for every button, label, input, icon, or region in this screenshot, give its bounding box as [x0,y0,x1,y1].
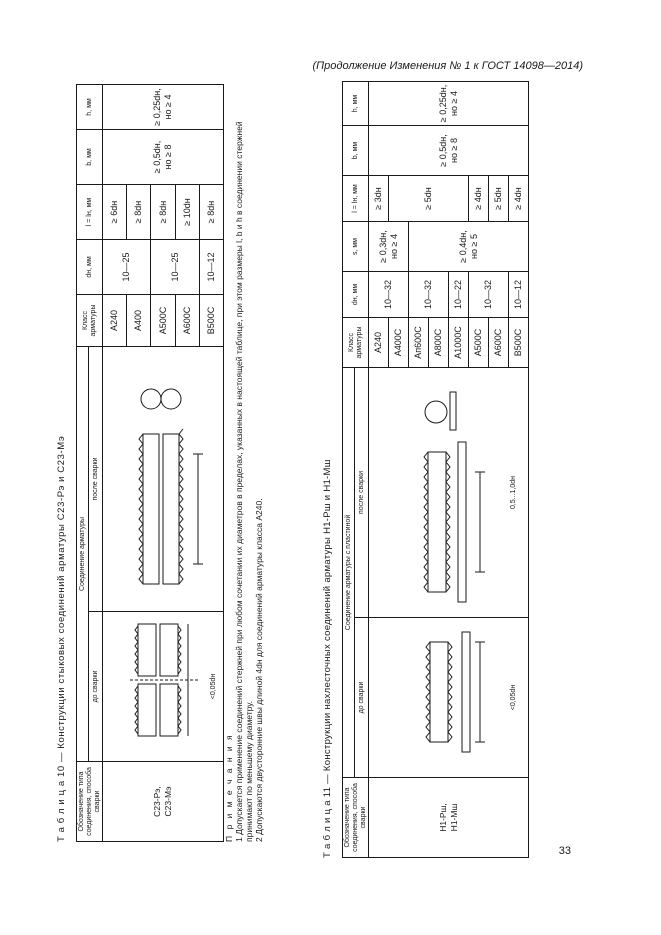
t11-row2-class: Ап600С [409,318,429,368]
t11-head-l: l = lн, мм [343,176,369,222]
t11-s-value-1: ≥ 0,3dн, но ≥ 4 [369,222,409,272]
t10-drawing-after [103,347,224,612]
page-header: (Продолжение Изменения № 1 к ГОСТ 14098—2014) [312,60,583,72]
t11-dn-c: 10—32 [469,272,509,318]
t11-b-value: ≥ 0,5dн, но ≥ 8 [369,126,529,176]
t10-h-value: ≥ 0,25dн, но ≥ 4 [103,85,224,130]
t11-head-designation: Обозначение типа соединения, способа сварки [343,778,369,858]
note-2: 2 Допускаются двусторонние швы длиной 4dн для соединений арматуры класса А240. [254,498,264,842]
t10-head-before: до сварки [89,612,103,762]
t11-row7-l: ≥ 4dн [509,176,529,222]
table10-notes [224,85,264,842]
t11-drawing-after [369,368,529,618]
table10-block [56,85,271,842]
page-number: 33 [558,845,571,857]
table10 [76,84,224,842]
t10-before-label: <0,05dн [209,673,217,700]
t10-drawing-before [103,612,224,762]
t10-after-diagram [103,354,223,604]
t10-dn-10-25: 10—25 [103,240,151,295]
t10-row1-class: А400 [127,295,151,347]
t11-head-class: Класс арматуры [343,318,369,368]
t10-row3-l: ≥ 10dн [176,185,200,240]
t11-head-s: s, мм [343,222,369,272]
table11 [342,81,529,858]
t11-row5-l: ≥ 4dн [469,176,489,222]
t11-designation: Н1-Рш, Н1-Мш [369,778,529,858]
t10-designation: С23-Рэ, С23-Мэ [103,762,224,842]
t10-row2-l: ≥ 8dн [151,185,176,240]
t11-after-label: 0,5...1,0dн [510,475,517,510]
t11-head-b: b, мм [343,126,369,176]
t10-head-dn: dн, мм [77,240,103,295]
t11-head-joint: Соединение арматуры с пластиной [343,368,355,778]
t11-drawing-before [369,618,529,778]
t10-row1-l: ≥ 8dн [127,185,151,240]
t10-row0-class: А240 [103,295,127,347]
table11-block [322,82,534,858]
t10-before-diagram [110,617,210,757]
t11-before-diagram [380,623,510,773]
t11-row5-class: А500С [469,318,489,368]
t10-head-h: h, мм [77,85,103,130]
t11-row4-dn: 10—22 [449,272,469,318]
table10-caption: Т а б л и ц а 10 — Конструкции стыковых соединений арматуры С23-Рэ и С23-Мэ [56,435,67,842]
t10-head-after: после сварки [89,347,103,612]
t11-row3-class: А800С [429,318,449,368]
notes-heading: П р и м е ч а н и я [224,733,234,842]
t10-row0-l: ≥ 6dн [103,185,127,240]
t11-h-value: ≥ 0,25dн, но ≥ 4 [369,82,529,126]
t11-l-5dn-a: ≥ 5dн [389,176,469,222]
t11-after-diagram [380,373,510,613]
t11-row7-dn: 10—12 [509,272,529,318]
t10-row4-l: ≥ 8dн [200,185,224,240]
t11-before-label: <0,05dн [510,684,517,711]
t11-row4-class: А1000С [449,318,469,368]
t10-head-class: Класс арматуры [77,295,103,347]
t11-head-after: после сварки [355,368,369,618]
t11-row6-l: ≥ 5dн [489,176,509,222]
t11-row0-l: ≥ 3dн [369,176,389,222]
t11-row7-class: В500С [509,318,529,368]
t10-head-l: l = lн, мм [77,185,103,240]
table11-caption: Т а б л и ц а 11 — Конструкции нахлесточных соединений арматуры Н1-Рш и Н1-Мш [322,459,333,858]
t11-s-value-2: ≥ 0,4dн, но ≥ 5 [409,222,529,272]
t11-row6-class: А600С [489,318,509,368]
t10-b-value: ≥ 0,5dн, но ≥ 8 [103,130,224,185]
t10-row3-class: А600С [176,295,200,347]
t11-head-dn: dн, мм [343,272,369,318]
t11-row0-class: А240 [369,318,389,368]
t11-head-before: до сварки [355,618,369,778]
t10-dn-10-25-b: 10—25 [151,240,200,295]
t10-head-joint: Соединение арматуры [77,347,89,762]
t11-dn-a: 10—32 [369,272,409,318]
t10-row4-dn: 10—12 [200,240,224,295]
note-1: 1 Допускается применение соединений стержней при любом сочетании их диаметров в пределах, указанных в настоящей таблице, при этом размеры l, b и h в соединении стержней принимают по меньшему диаметру. [234,121,254,842]
t11-row1-class: А400С [389,318,409,368]
t10-row2-class: А500С [151,295,176,347]
t10-head-designation: Обозначение типа соединения, способа сварки [77,762,103,842]
t10-head-b: b, мм [77,130,103,185]
t11-head-h: h, мм [343,82,369,126]
t11-dn-b: 10—32 [409,272,449,318]
t10-row4-class: В500С [200,295,224,347]
